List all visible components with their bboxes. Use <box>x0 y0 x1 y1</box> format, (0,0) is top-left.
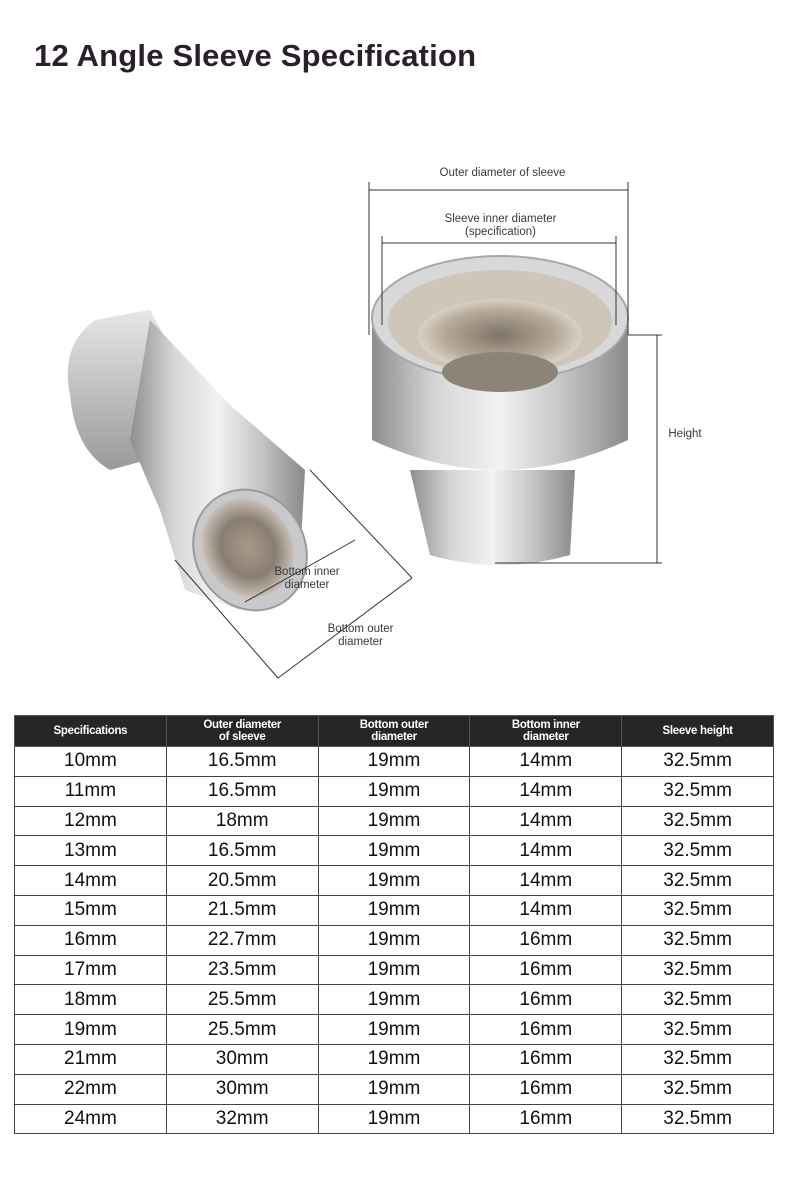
page-title: 12 Angle Sleeve Specification <box>34 38 477 73</box>
header-bottom-outer-diameter: Bottom outer diameter <box>318 716 470 747</box>
bottom-outer-label-line1: Bottom outer <box>327 623 394 635</box>
header-bottom-inner-diameter: Bottom inner diameter <box>470 716 622 747</box>
cell-bottom-inner: 16mm <box>470 985 622 1015</box>
table-row <box>15 1044 774 1074</box>
cell-bottom-inner: 16mm <box>470 925 622 955</box>
cell-outer-diameter: 18mm <box>166 806 318 836</box>
table-row <box>15 1104 774 1134</box>
cell-outer-diameter: 25.5mm <box>166 985 318 1015</box>
cell-sleeve-height: 32.5mm <box>622 955 774 985</box>
cell-specification: 18mm <box>15 985 167 1015</box>
inner-diameter-label-line1: Sleeve inner diameter <box>444 213 557 225</box>
cell-sleeve-height: 32.5mm <box>622 1044 774 1074</box>
cell-specification: 19mm <box>15 1015 167 1045</box>
cell-outer-diameter: 32mm <box>166 1104 318 1134</box>
cell-outer-diameter: 30mm <box>166 1044 318 1074</box>
cell-sleeve-height: 32.5mm <box>622 1104 774 1134</box>
cell-specification: 12mm <box>15 806 167 836</box>
table-row <box>15 1015 774 1045</box>
cell-outer-diameter: 22.7mm <box>166 925 318 955</box>
cell-bottom-inner: 14mm <box>470 806 622 836</box>
cell-outer-diameter: 20.5mm <box>166 866 318 896</box>
cell-bottom-outer: 19mm <box>318 955 470 985</box>
cell-bottom-outer: 19mm <box>318 925 470 955</box>
spec-table <box>14 715 774 1134</box>
right-socket-body <box>372 256 628 565</box>
cell-bottom-outer: 19mm <box>318 895 470 925</box>
table-row <box>15 806 774 836</box>
bottom-inner-label-line1: Bottom inner <box>274 566 340 578</box>
bottom-outer-label <box>313 623 408 649</box>
cell-bottom-outer: 19mm <box>318 806 470 836</box>
cell-sleeve-height: 32.5mm <box>622 776 774 806</box>
cell-bottom-outer: 19mm <box>318 985 470 1015</box>
cell-bottom-inner: 16mm <box>470 1015 622 1045</box>
cell-bottom-inner: 16mm <box>470 1104 622 1134</box>
cell-outer-diameter: 16.5mm <box>166 747 318 777</box>
cell-outer-diameter: 25.5mm <box>166 1015 318 1045</box>
cell-bottom-outer: 19mm <box>318 1074 470 1104</box>
cell-sleeve-height: 32.5mm <box>622 895 774 925</box>
cell-bottom-outer: 19mm <box>318 1044 470 1074</box>
cell-specification: 13mm <box>15 836 167 866</box>
bottom-inner-label <box>262 566 352 592</box>
table-row <box>15 895 774 925</box>
header-outer-diameter: Outer diameter of sleeve <box>166 716 318 747</box>
cell-bottom-outer: 19mm <box>318 747 470 777</box>
cell-outer-diameter: 21.5mm <box>166 895 318 925</box>
inner-diameter-label-line2: (specification) <box>465 226 536 238</box>
cell-specification: 10mm <box>15 747 167 777</box>
table-row <box>15 776 774 806</box>
cell-outer-diameter: 23.5mm <box>166 955 318 985</box>
cell-bottom-outer: 19mm <box>318 836 470 866</box>
cell-sleeve-height: 32.5mm <box>622 747 774 777</box>
bottom-inner-label-line2: diameter <box>284 579 330 591</box>
cell-sleeve-height: 32.5mm <box>622 866 774 896</box>
header-sleeve-height: Sleeve height <box>622 716 774 747</box>
sleeve-diagram <box>0 150 790 690</box>
cell-outer-diameter: 16.5mm <box>166 776 318 806</box>
cell-sleeve-height: 32.5mm <box>622 985 774 1015</box>
table-row <box>15 955 774 985</box>
cell-sleeve-height: 32.5mm <box>622 1015 774 1045</box>
cell-specification: 17mm <box>15 955 167 985</box>
bottom-outer-label-line2: diameter <box>338 636 383 648</box>
cell-specification: 24mm <box>15 1104 167 1134</box>
cell-sleeve-height: 32.5mm <box>622 836 774 866</box>
sleeve-illustration <box>0 150 790 690</box>
cell-bottom-inner: 14mm <box>470 747 622 777</box>
cell-specification: 21mm <box>15 1044 167 1074</box>
cell-bottom-inner: 14mm <box>470 776 622 806</box>
cell-specification: 11mm <box>15 776 167 806</box>
cell-specification: 14mm <box>15 866 167 896</box>
spec-table-body <box>15 747 774 1134</box>
table-row <box>15 985 774 1015</box>
cell-bottom-outer: 19mm <box>318 866 470 896</box>
cell-bottom-inner: 14mm <box>470 866 622 896</box>
cell-bottom-outer: 19mm <box>318 1104 470 1134</box>
spec-table-header-row <box>15 716 774 747</box>
cell-sleeve-height: 32.5mm <box>622 1074 774 1104</box>
cell-bottom-inner: 14mm <box>470 836 622 866</box>
cell-bottom-inner: 16mm <box>470 1074 622 1104</box>
cell-specification: 16mm <box>15 925 167 955</box>
cell-bottom-inner: 16mm <box>470 1044 622 1074</box>
cell-outer-diameter: 30mm <box>166 1074 318 1104</box>
cell-specification: 15mm <box>15 895 167 925</box>
table-row <box>15 925 774 955</box>
table-row <box>15 836 774 866</box>
cell-outer-diameter: 16.5mm <box>166 836 318 866</box>
inner-diameter-label <box>418 213 583 239</box>
height-label: Height <box>668 428 702 440</box>
cell-bottom-inner: 16mm <box>470 955 622 985</box>
header-specifications: Specifications <box>15 716 167 747</box>
table-row <box>15 866 774 896</box>
cell-specification: 22mm <box>15 1074 167 1104</box>
cell-sleeve-height: 32.5mm <box>622 925 774 955</box>
cell-sleeve-height: 32.5mm <box>622 806 774 836</box>
cell-bottom-outer: 19mm <box>318 1015 470 1045</box>
cell-bottom-inner: 14mm <box>470 895 622 925</box>
outer-diameter-label: Outer diameter of sleeve <box>439 167 566 179</box>
cell-bottom-outer: 19mm <box>318 776 470 806</box>
table-row <box>15 1074 774 1104</box>
table-row <box>15 747 774 777</box>
